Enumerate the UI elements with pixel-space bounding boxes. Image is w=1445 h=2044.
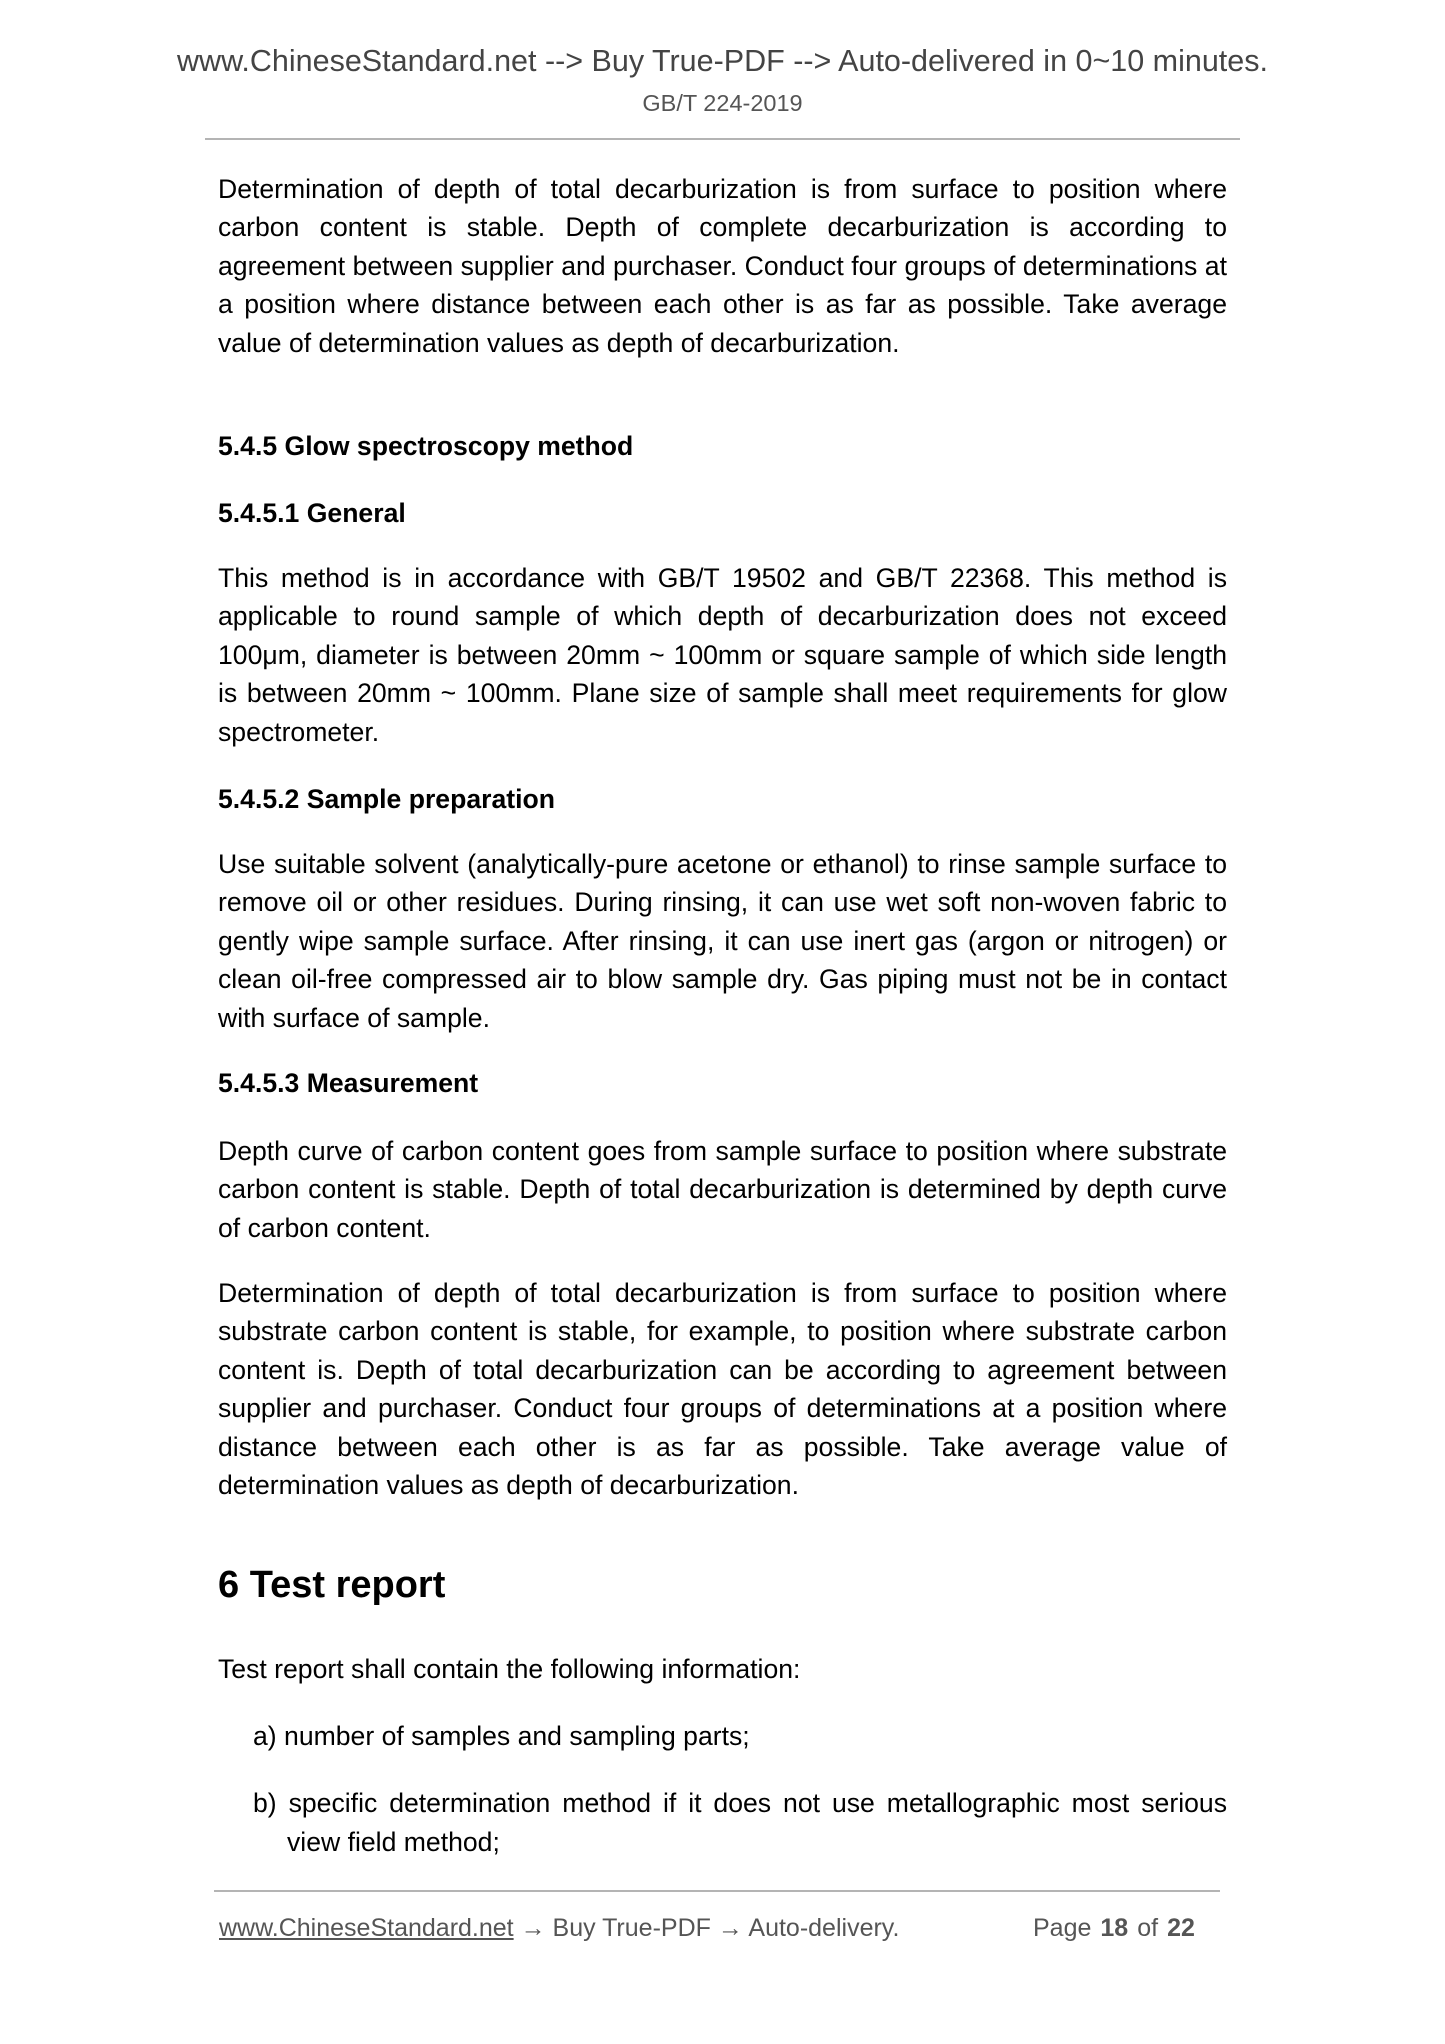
footer-divider [214,1890,1220,1892]
section-heading-5-4-5-3: 5.4.5.3 Measurement [218,1068,479,1098]
list-item: b) specific determination method if it does not use metallographic most serious view field method; [253,1788,1227,1857]
section-heading-5-4-5-2: 5.4.5.2 Sample preparation [218,784,555,814]
page-of-label: of [1137,1914,1159,1942]
paragraph-measurement-curve: Depth curve of carbon content goes from sample surface to position where substrate carbon content is stable. Depth of total decarburization is determined by depth curve of carbon content. [218,1136,1227,1243]
paragraph-sample-preparation: Use suitable solvent (analytically-pure acetone or ethanol) to rinse sample surface to remove oil or other residues. During rinsing, it can use wet soft non-woven fabric to gently wipe sample surface. After rinsing, it can use inert gas (argon or nitrogen) or clean oil-free compressed air to blow sample dry. Gas piping must not be in contact with surface of sample. [218,849,1227,1033]
footer-tagline: → Buy True-PDF → Auto-delivery. [513,1914,900,1942]
standard-code: GB/T 224-2019 [642,90,803,116]
header-banner: www.ChineseStandard.net --> Buy True-PDF --> Auto-delivered in 0~10 minutes. [177,44,1268,78]
paragraph-general: This method is in accordance with GB/T 19502 and GB/T 22368. This method is applicable to round sample of which depth of decarburization does not exceed 100μm, diameter is between 20mm ~ 100mm or square sample of which side length is between 20mm ~ 100mm. Plane size of sample shall meet requirements for glow spectrometer. [218,563,1227,747]
site-link[interactable]: www.ChineseStandard.net [219,1914,514,1942]
page-total: 22 [1167,1914,1195,1942]
page-label: Page [1033,1914,1092,1942]
page-indicator [1033,1913,1218,1943]
section-heading-5-4-5-1: 5.4.5.1 General [218,498,406,528]
footer-promo [219,1913,899,1943]
paragraph-measurement-determination: Determination of depth of total decarburization is from surface to position where substrate carbon content is stable, for example, to position where substrate carbon content is. Depth of total decarburization can be according to agreement between supplier and purchaser. Conduct four groups of determinations at a position where distance between each other is as far as possible. Take average value of determination values as depth of decarburization. [218,1278,1227,1501]
section-heading-5-4-5: 5.4.5 Glow spectroscopy method [218,431,634,461]
section-heading-6-test-report: 6 Test report [218,1564,446,1606]
header-divider [205,138,1240,140]
page-current: 18 [1100,1914,1129,1942]
list-item: a) number of samples and sampling parts; [253,1721,750,1751]
paragraph-test-report-intro: Test report shall contain the following information: [218,1654,801,1684]
paragraph-decarburization-depth: Determination of depth of total decarburization is from surface to position where carbon content is stable. Depth of complete decarburization is according to agreement between supplier and purchaser. Conduct four groups of determinations at a position where distance between each other is as far as possible. Take average value of determination values as depth of decarburization. [218,174,1227,358]
test-report-list [253,1717,1227,1861]
